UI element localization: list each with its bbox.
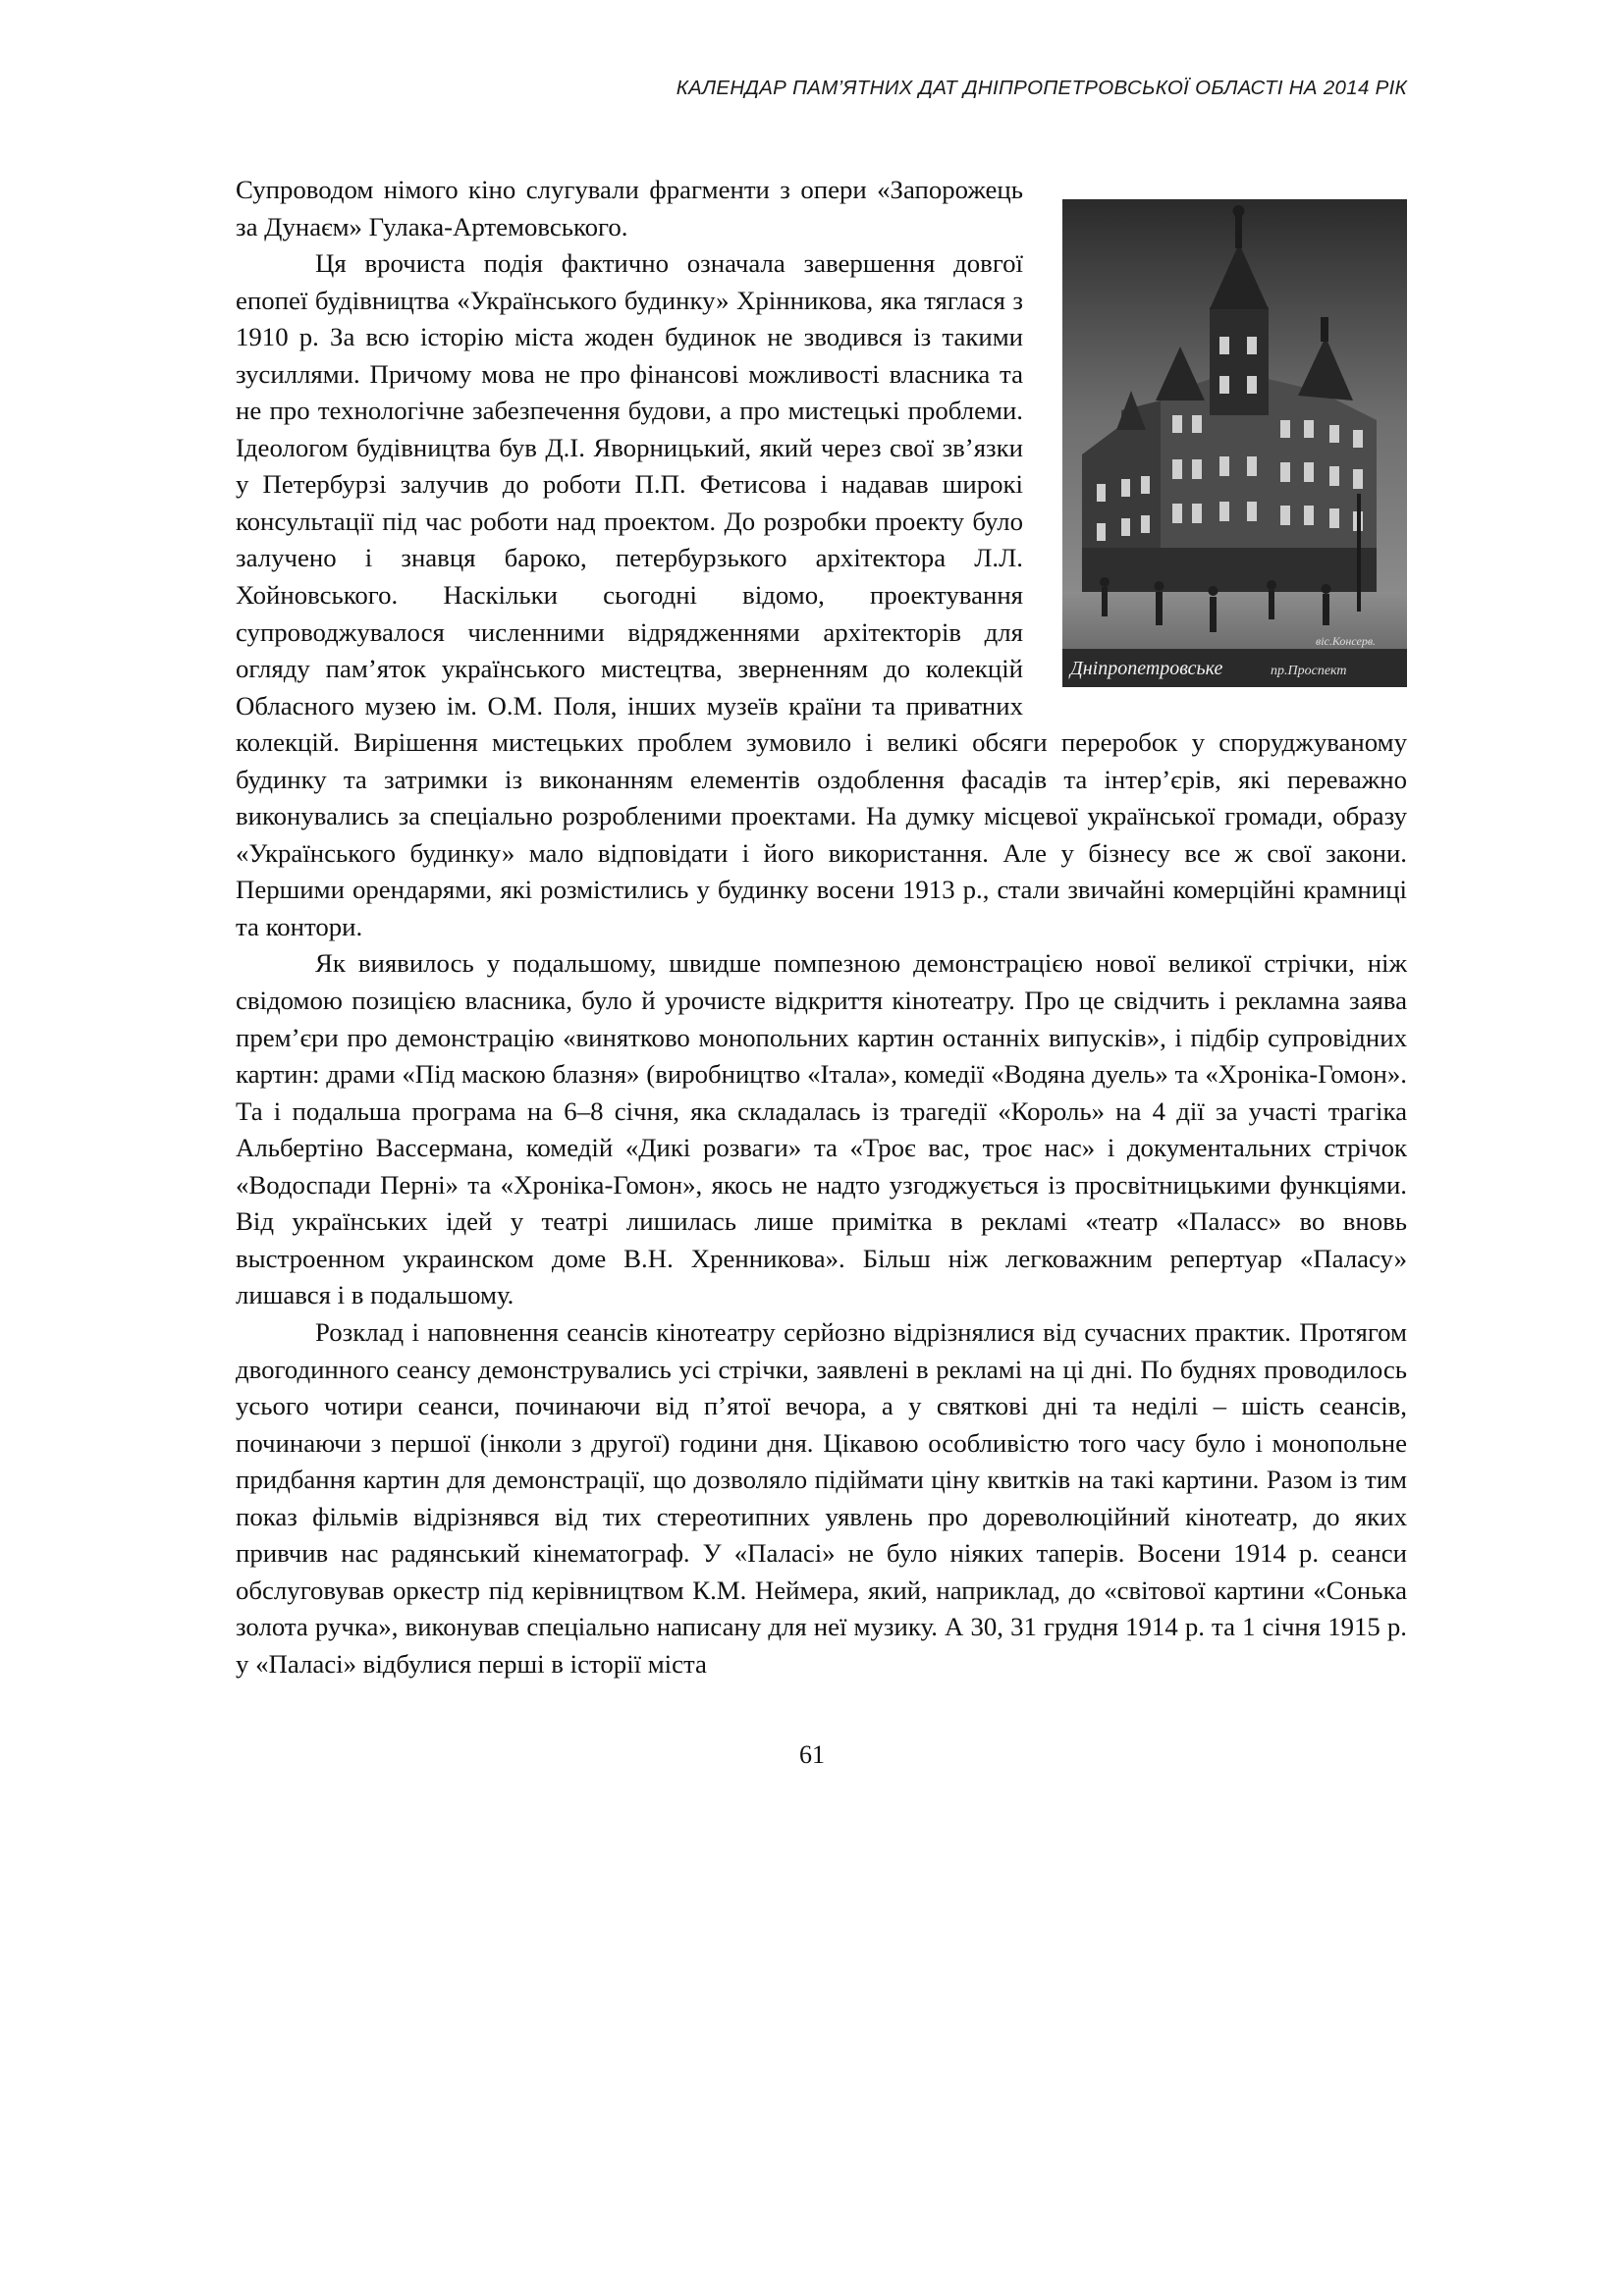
running-header: КАЛЕНДАР ПАМ’ЯТНИХ ДАТ ДНІПРОПЕТРОВСЬКОЇ ОБЛАСТІ НА 2014 РІК [676,77,1407,99]
paragraph-2: Ця врочиста подія фактично означала завершення довгої епопеї будівництва «Українського будинку» Хрінникова, яка тяглася з 1910 р. За всю історію міста жоден будинок не зводився із такими зусиллями. Причому мова не про фінансові можливості власника та не про технологічне забезпечення будови, а про мистецькі проблеми. Ідеологом будівництва був Д.І. Яворницький, який через свої зв’язки у Петербурзі залучив до роботи П.П. Фетисова і надавав широкі консультації під час роботи над проектом. До розробки проекту було залучено і знавця бароко, петербурзького архітектора Л.Л. Хойновського. Наскільки сьогодні відомо, проектування супроводжувалося численними відрядженнями архітекторів для огляду пам’яток українського мистецтва, зверненням до колекцій Обласного музею ім. О.М. Поля, інших музеїв країни та приватних колекцій. Вирішення мистецьких проблем зумовило і великі обсяги переробок у споруджуваному будинку та затримки із виконанням елементів оздоблення фасадів та інтер’єрів, які переважно виконувались за спеціально розробленими проектами. На думку місцевої української громади, образу «Українського будинку» мало відповідати і його використання. Але у бізнесу все ж свої закони. Першими орендарями, які розмістились у будинку восени 1913 р., стали звичайні комерційні крамниці та контори. [236,248,1407,941]
photo-building-icon [1062,199,1407,687]
page-number: 61 [799,1740,825,1769]
paragraph-4: Розклад і наповнення сеансів кінотеатру серйозно відрізнялися від сучасних практик. Протягом двогодинного сеансу демонструвались усі стрічки, заявлені в рекламі на ці дні. По буднях проводилось усього чотири сеанси, починаючи від п’ятої вечора, а у святкові дні та неділі – шість сеансів, починаючи з першої (інколи з другої) години дня. Цікавою особливістю того часу було і монопольне придбання картин для демонстрації, що дозволяло підіймати ціну квитків на такі картини. Разом із тим показ фільмів відрізнявся від тих стереотипних уявлень про дореволюційний кінотеатр, до яких привчив нас радянський кінематограф. У «Паласі» не було ніяких таперів. Восени 1914 р. сеанси обслуговував оркестр під керівництвом К.М. Неймера, який, наприклад, до «світової картини «Сонька золота ручка», виконував спеціально написану для неї музику. А 30, 31 грудня 1914 р. та 1 січня 1915 р. у «Паласі» відбулися перші в історії міста [236,1316,1407,1679]
photo-caption: Дніпропетровське [1070,658,1223,679]
photo-caption-extra: пр.Проспект [1271,664,1347,678]
paragraph-3: Як виявилось у подальшому, швидше помпезною демонстрацією нової великої стрічки, ніж свідомою позицією власника, було й урочисте відкриття кінотеатру. Про це свідчить і рекламна заява прем’єри про демонстрацію «винятково монопольних картин останніх випусків», і підбір супровідних картин: драми «Під маскою блазня» (виробництво «Італа», комедії «Водяна дуель» та «Хроніка-Гомон». Та і подальша програма на 6–8 січня, яка складалась із трагедії «Король» на 4 дії за участі трагіка Альбертіно Вассермана, комедій «Дикі розваги» та «Троє вас, троє нас» і документальних стрічок «Водоспади Перні» та «Хроніка-Гомон», якось не надто узгоджується із просвітницькими функціями. Від українських ідей у театрі лишилась лише примітка в рекламі «театр «Паласс» во вновь выстроенном украинском доме В.Н. Хренникова». Більш ніж легковажним репертуар «Паласу» лишався і в подальшому. [236,948,1407,1310]
photo-caption-top: вiс.Консерв. [1316,634,1377,648]
building-photo [1062,199,1407,687]
page-body [236,172,1407,1682]
paragraph-1: Супроводом німого кіно слугували фрагменти з опери «Запорожець за Дунаєм» Гулака-Артемовського. [236,175,1023,241]
